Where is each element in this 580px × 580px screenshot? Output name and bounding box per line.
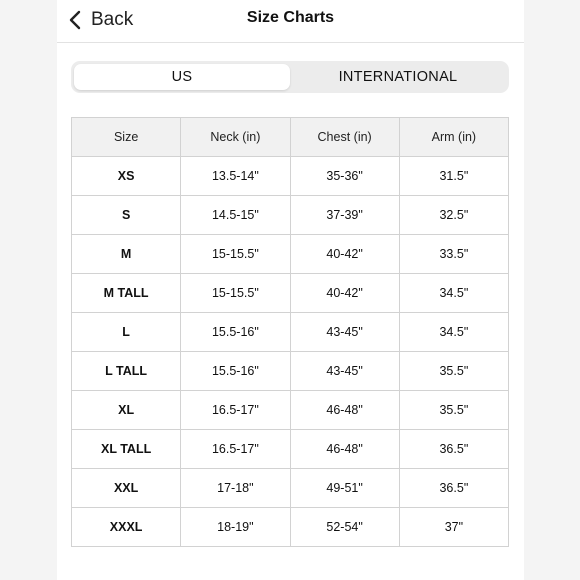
column-header-chest: Chest (in) (290, 118, 399, 157)
neck-cell: 13.5-14" (181, 157, 290, 196)
size-cell: XL (72, 391, 181, 430)
size-cell: S (72, 196, 181, 235)
table-header-row (72, 118, 509, 157)
tab-international[interactable]: INTERNATIONAL (338, 69, 458, 85)
chest-cell: 40-42" (290, 235, 399, 274)
table-row (72, 157, 509, 196)
chest-cell: 40-42" (290, 274, 399, 313)
arm-cell: 34.5" (399, 313, 508, 352)
neck-cell: 17-18" (181, 469, 290, 508)
chest-cell: 49-51" (290, 469, 399, 508)
table-row (72, 508, 509, 547)
table-row (72, 274, 509, 313)
size-cell: XL TALL (72, 430, 181, 469)
table-row (72, 469, 509, 508)
chest-cell: 43-45" (290, 313, 399, 352)
table-row (72, 352, 509, 391)
size-cell: L (72, 313, 181, 352)
arm-cell: 33.5" (399, 235, 508, 274)
size-cell: M (72, 235, 181, 274)
chest-cell: 43-45" (290, 352, 399, 391)
table-row (72, 235, 509, 274)
neck-cell: 18-19" (181, 508, 290, 547)
neck-cell: 15.5-16" (181, 352, 290, 391)
table-row (72, 196, 509, 235)
size-charts-screen (57, 0, 524, 580)
arm-cell: 35.5" (399, 391, 508, 430)
neck-cell: 14.5-15" (181, 196, 290, 235)
table-row (72, 430, 509, 469)
neck-cell: 16.5-17" (181, 430, 290, 469)
chest-cell: 46-48" (290, 391, 399, 430)
chest-cell: 35-36" (290, 157, 399, 196)
arm-cell: 36.5" (399, 469, 508, 508)
arm-cell: 31.5" (399, 157, 508, 196)
region-segmented-control (71, 61, 509, 93)
size-table (71, 117, 509, 547)
neck-cell: 16.5-17" (181, 391, 290, 430)
column-header-size: Size (72, 118, 181, 157)
tab-us[interactable]: US (74, 64, 290, 90)
arm-cell: 36.5" (399, 430, 508, 469)
arm-cell: 34.5" (399, 274, 508, 313)
nav-bar (57, 0, 524, 43)
arm-cell: 35.5" (399, 352, 508, 391)
neck-cell: 15.5-16" (181, 313, 290, 352)
size-cell: L TALL (72, 352, 181, 391)
size-cell: XXXL (72, 508, 181, 547)
size-cell: XXL (72, 469, 181, 508)
chest-cell: 37-39" (290, 196, 399, 235)
column-header-arm: Arm (in) (399, 118, 508, 157)
column-header-neck: Neck (in) (181, 118, 290, 157)
arm-cell: 37" (399, 508, 508, 547)
table-row (72, 391, 509, 430)
size-cell: XS (72, 157, 181, 196)
table-row (72, 313, 509, 352)
chest-cell: 52-54" (290, 508, 399, 547)
back-label: Back (91, 9, 134, 30)
neck-cell: 15-15.5" (181, 274, 290, 313)
size-cell: M TALL (72, 274, 181, 313)
arm-cell: 32.5" (399, 196, 508, 235)
neck-cell: 15-15.5" (181, 235, 290, 274)
page-title: Size Charts (246, 9, 335, 26)
chest-cell: 46-48" (290, 430, 399, 469)
